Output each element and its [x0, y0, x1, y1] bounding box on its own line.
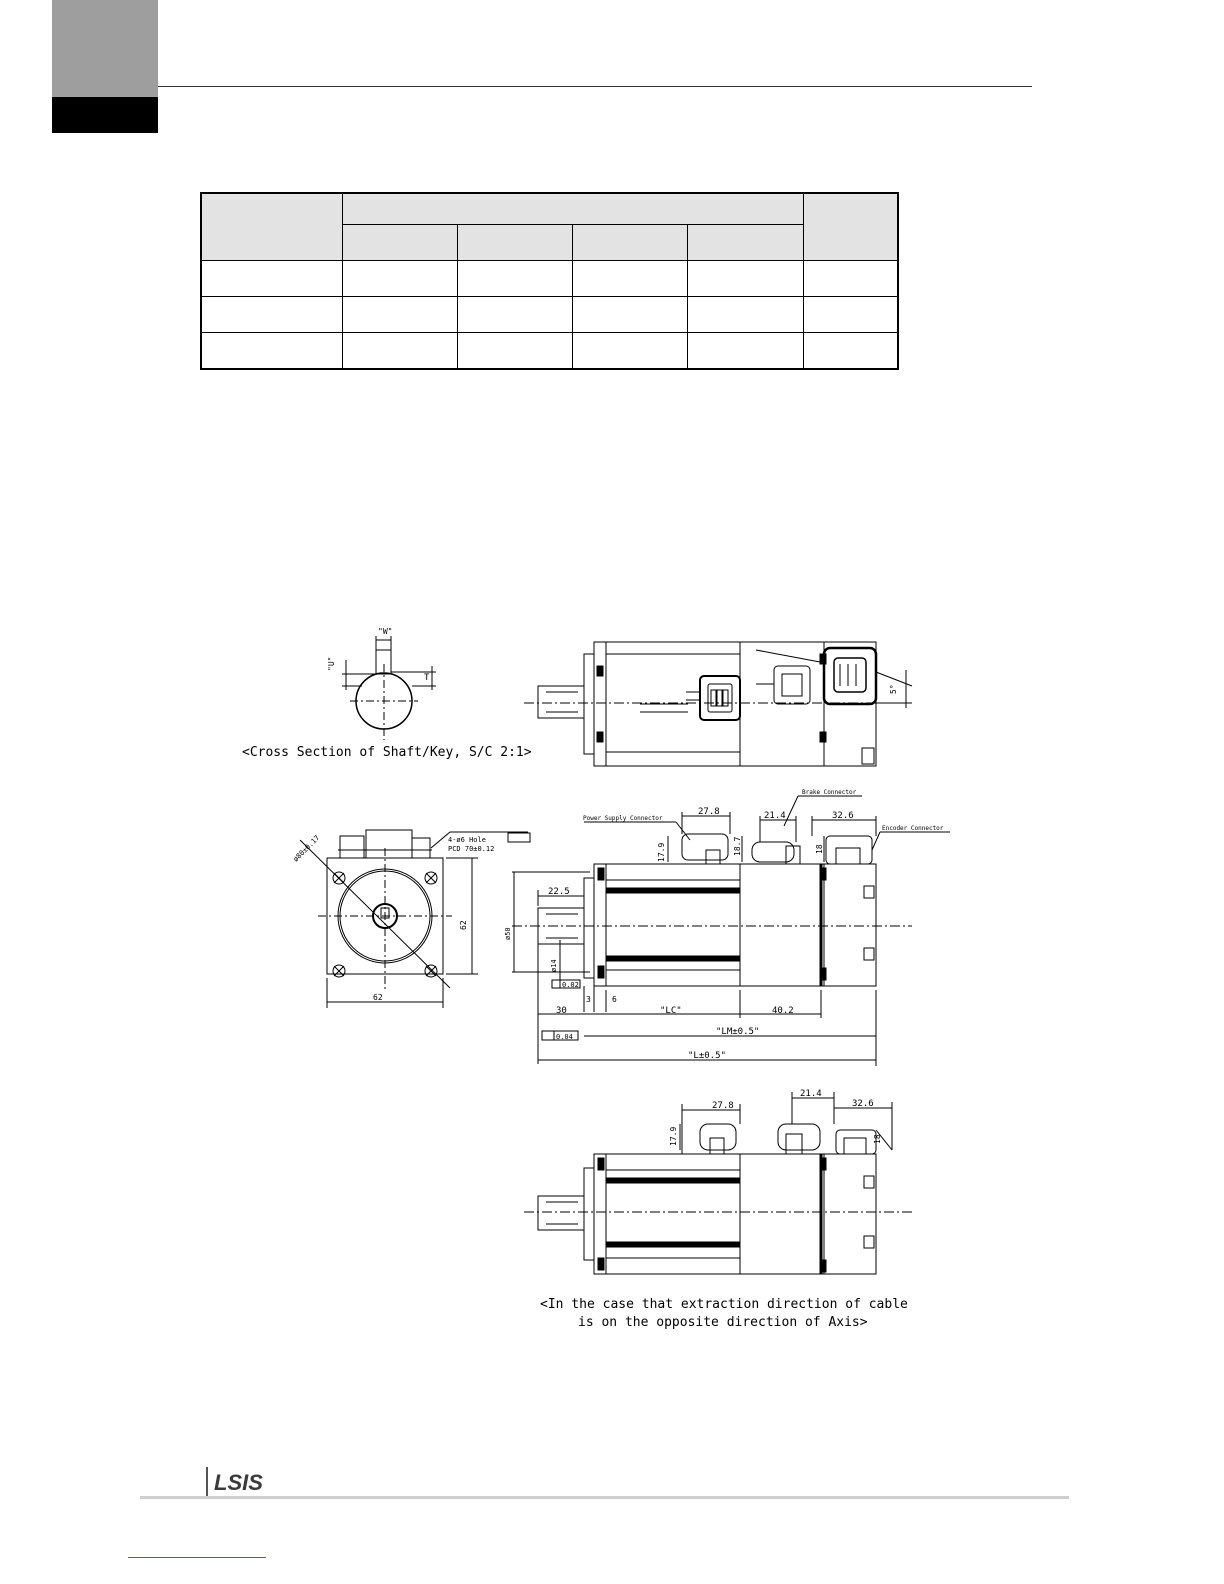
- motor-side-view-top: [524, 642, 912, 766]
- w-label: "W": [378, 627, 393, 636]
- t-label: T: [424, 673, 430, 683]
- footer-rule: [140, 1496, 1069, 1499]
- footer-link-underline: [128, 1557, 266, 1558]
- motor-side-view-dimensioned: [504, 789, 950, 1066]
- shaft-dia: ø14: [550, 959, 558, 972]
- dim-3: 3: [586, 995, 591, 1004]
- angle-label: 5°: [889, 684, 898, 694]
- tol-002: 0.02: [562, 981, 579, 989]
- dim-40-2: 40.2: [772, 1006, 794, 1016]
- motor-flange-view: [292, 830, 530, 1008]
- hole-note: 4-ø6 Hole: [448, 836, 486, 844]
- dim-17-9: 17.9: [657, 842, 666, 862]
- dim-6: 6: [612, 995, 617, 1004]
- dim-32-6: 32.6: [832, 811, 854, 821]
- dim-21-4: 21.4: [764, 811, 786, 821]
- u-label: "U": [327, 656, 336, 671]
- view3-caption-line1: <In the case that extraction direction of cable: [540, 1297, 908, 1312]
- v3-dim-17-9: 17.9: [669, 1126, 678, 1146]
- circle-dim-label: ø80±0.17: [291, 833, 322, 864]
- logo-text: LSIS: [214, 1470, 263, 1495]
- v3-dim-21-4: 21.4: [800, 1089, 822, 1099]
- view3-caption-line2: is on the opposite direction of Axis>: [578, 1315, 868, 1330]
- v3-dim-32-6: 32.6: [852, 1099, 874, 1109]
- spigot-dia: ø50: [504, 927, 512, 940]
- square-h-label: 62: [459, 920, 468, 930]
- brake-connector-label: Brake Connector: [802, 789, 857, 796]
- l-label: "L±0.5": [688, 1051, 726, 1061]
- lsis-logo: [206, 1467, 286, 1497]
- v3-dim-18: 18: [873, 1134, 882, 1144]
- square-w-label: 62: [373, 993, 383, 1002]
- lc-label: "LC": [660, 1006, 682, 1016]
- motor-side-view-opposite: [524, 1089, 912, 1274]
- tol-004: 0.04: [556, 1033, 573, 1041]
- dim-27-8: 27.8: [698, 807, 720, 817]
- lm-label: "LM±0.5": [716, 1027, 760, 1037]
- v3-dim-27-8: 27.8: [712, 1101, 734, 1111]
- dim-30: 30: [556, 1006, 567, 1016]
- dim-18-7: 18.7: [733, 836, 742, 856]
- power-connector-label: Power Supply Connector: [583, 815, 663, 822]
- view1-caption: <Cross Section of Shaft/Key, S/C 2:1>: [242, 745, 532, 760]
- dim-18: 18: [815, 844, 824, 854]
- shaft-cross-section: [327, 627, 436, 740]
- dim-22-5: 22.5: [548, 887, 570, 897]
- pcd-note: PCD 70±0.12: [448, 845, 495, 853]
- encoder-connector-label: Encoder Connector: [882, 825, 944, 832]
